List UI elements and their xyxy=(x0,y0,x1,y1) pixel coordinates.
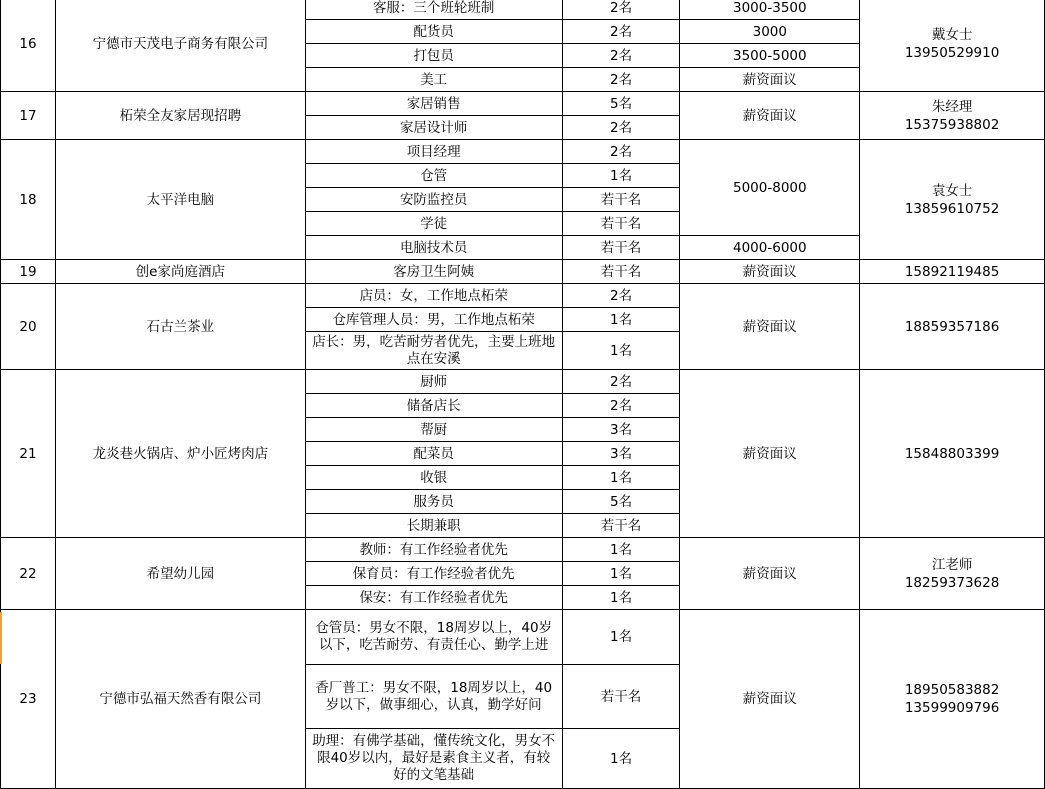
row-number: 21 xyxy=(1,370,56,538)
position-cell: 收银 xyxy=(305,466,562,490)
count-cell: 1名 xyxy=(562,538,680,562)
position-cell: 仓管员：男女不限，18周岁以上，40岁以下，吃苦耐劳、有责任心、勤学上进 xyxy=(305,610,562,665)
count-cell: 若干名 xyxy=(562,188,680,212)
company-name: 石古兰茶业 xyxy=(55,284,305,370)
position-cell: 服务员 xyxy=(305,490,562,514)
row-number: 19 xyxy=(1,260,56,284)
table-row xyxy=(1,92,1045,116)
position-cell: 教师：有工作经验者优先 xyxy=(305,538,562,562)
salary-cell: 薪资面议 xyxy=(680,92,860,140)
count-cell: 若干名 xyxy=(562,212,680,236)
company-name: 柘荣全友家居现招聘 xyxy=(55,92,305,140)
contact-phone: 18859357186 xyxy=(860,284,1045,370)
position-cell: 安防监控员 xyxy=(305,188,562,212)
position-cell: 厨师 xyxy=(305,370,562,394)
count-cell: 1名 xyxy=(562,332,680,370)
row-number: 22 xyxy=(1,538,56,610)
contact-phone: 18259373628 xyxy=(904,574,1000,591)
company-name: 太平洋电脑 xyxy=(55,140,305,260)
position-cell: 项目经理 xyxy=(305,140,562,164)
salary-cell: 薪资面议 xyxy=(680,538,860,610)
salary-cell: 3000 xyxy=(680,20,860,44)
company-name: 创e家尚庭酒店 xyxy=(55,260,305,284)
contact-phone: 13859610752 xyxy=(904,200,1000,217)
selection-edge-marker xyxy=(0,612,2,664)
position-cell: 店员：女，工作地点柘荣 xyxy=(305,284,562,308)
salary-cell: 5000-8000 xyxy=(680,140,860,236)
table-row xyxy=(1,610,1045,665)
contact-phone: 15848803399 xyxy=(860,370,1045,538)
contact-name: 袁女士 xyxy=(931,182,973,199)
salary-cell: 薪资面议 xyxy=(680,284,860,370)
contact-name: 江老师 xyxy=(931,556,973,573)
count-cell: 若干名 xyxy=(562,236,680,260)
contact-cell xyxy=(860,610,1045,789)
count-cell: 1名 xyxy=(562,308,680,332)
contact-phone: 18950583882 xyxy=(904,682,1000,698)
company-name: 宁德市天茂电子商务有限公司 xyxy=(55,0,305,92)
count-cell: 1名 xyxy=(562,610,680,665)
contact-phone: 13599909796 xyxy=(904,700,1000,716)
salary-cell: 薪资面议 xyxy=(680,610,860,789)
position-cell: 储备店长 xyxy=(305,394,562,418)
position-cell: 学徒 xyxy=(305,212,562,236)
position-cell: 打包员 xyxy=(305,44,562,68)
count-cell: 3名 xyxy=(562,418,680,442)
row-number: 23 xyxy=(1,610,56,789)
table-row xyxy=(1,0,1045,20)
count-cell: 1名 xyxy=(562,164,680,188)
position-cell: 客房卫生阿姨 xyxy=(305,260,562,284)
position-cell: 保育员：有工作经验者优先 xyxy=(305,562,562,586)
contact-cell xyxy=(860,0,1045,92)
count-cell: 2名 xyxy=(562,44,680,68)
count-cell: 1名 xyxy=(562,466,680,490)
contact-phone: 15892119485 xyxy=(860,260,1045,284)
contact-cell xyxy=(860,538,1045,610)
position-cell: 助理：有佛学基础，懂传统文化，男女不限40岁以内，最好是素食主义者，有较好的文笔基础 xyxy=(305,729,562,789)
count-cell: 2名 xyxy=(562,0,680,20)
position-cell: 电脑技术员 xyxy=(305,236,562,260)
position-cell: 店长：男，吃苦耐劳者优先，主要上班地点在安溪 xyxy=(305,332,562,370)
salary-cell: 薪资面议 xyxy=(680,260,860,284)
count-cell: 2名 xyxy=(562,284,680,308)
contact-name: 朱经理 xyxy=(931,98,973,115)
salary-cell: 3000-3500 xyxy=(680,0,860,20)
position-cell: 长期兼职 xyxy=(305,514,562,538)
position-cell: 保安：有工作经验者优先 xyxy=(305,586,562,610)
contact-phone: 13950529910 xyxy=(904,44,1000,61)
salary-cell: 3500-5000 xyxy=(680,44,860,68)
company-name: 龙炎巷火锅店、炉小匠烤肉店 xyxy=(55,370,305,538)
position-cell: 配菜员 xyxy=(305,442,562,466)
count-cell: 若干名 xyxy=(562,260,680,284)
count-cell: 2名 xyxy=(562,68,680,92)
count-cell: 5名 xyxy=(562,92,680,116)
position-cell: 帮厨 xyxy=(305,418,562,442)
count-cell: 5名 xyxy=(562,490,680,514)
position-cell: 仓库管理人员：男，工作地点柘荣 xyxy=(305,308,562,332)
contact-name: 戴女士 xyxy=(931,26,973,43)
salary-cell: 4000-6000 xyxy=(680,236,860,260)
count-cell: 1名 xyxy=(562,562,680,586)
table-row xyxy=(1,538,1045,562)
count-cell: 3名 xyxy=(562,442,680,466)
position-cell: 配货员 xyxy=(305,20,562,44)
count-cell: 2名 xyxy=(562,370,680,394)
company-name: 宁德市弘福天然香有限公司 xyxy=(55,610,305,789)
position-cell: 仓管 xyxy=(305,164,562,188)
count-cell: 2名 xyxy=(562,394,680,418)
count-cell: 2名 xyxy=(562,140,680,164)
position-cell: 家居销售 xyxy=(305,92,562,116)
company-name: 希望幼儿园 xyxy=(55,538,305,610)
contact-cell xyxy=(860,92,1045,140)
position-cell: 家居设计师 xyxy=(305,116,562,140)
row-number: 17 xyxy=(1,92,56,140)
contact-cell xyxy=(860,140,1045,260)
count-cell: 若干名 xyxy=(562,514,680,538)
table-row xyxy=(1,370,1045,394)
position-cell: 美工 xyxy=(305,68,562,92)
count-cell: 2名 xyxy=(562,20,680,44)
count-cell: 若干名 xyxy=(562,665,680,729)
table-row xyxy=(1,260,1045,284)
count-cell: 2名 xyxy=(562,116,680,140)
salary-cell: 薪资面议 xyxy=(680,68,860,92)
row-number: 20 xyxy=(1,284,56,370)
row-number: 18 xyxy=(1,140,56,260)
position-cell: 香厂普工：男女不限，18周岁以上，40岁以下，做事细心，认真，勤学好问 xyxy=(305,665,562,729)
count-cell: 1名 xyxy=(562,586,680,610)
salary-cell: 薪资面议 xyxy=(680,370,860,538)
count-cell: 1名 xyxy=(562,729,680,789)
table-row xyxy=(1,140,1045,164)
row-number: 16 xyxy=(1,0,56,92)
position-cell: 客服：三个班轮班制 xyxy=(305,0,562,20)
contact-phone: 15375938802 xyxy=(904,116,1000,133)
table-row xyxy=(1,284,1045,308)
